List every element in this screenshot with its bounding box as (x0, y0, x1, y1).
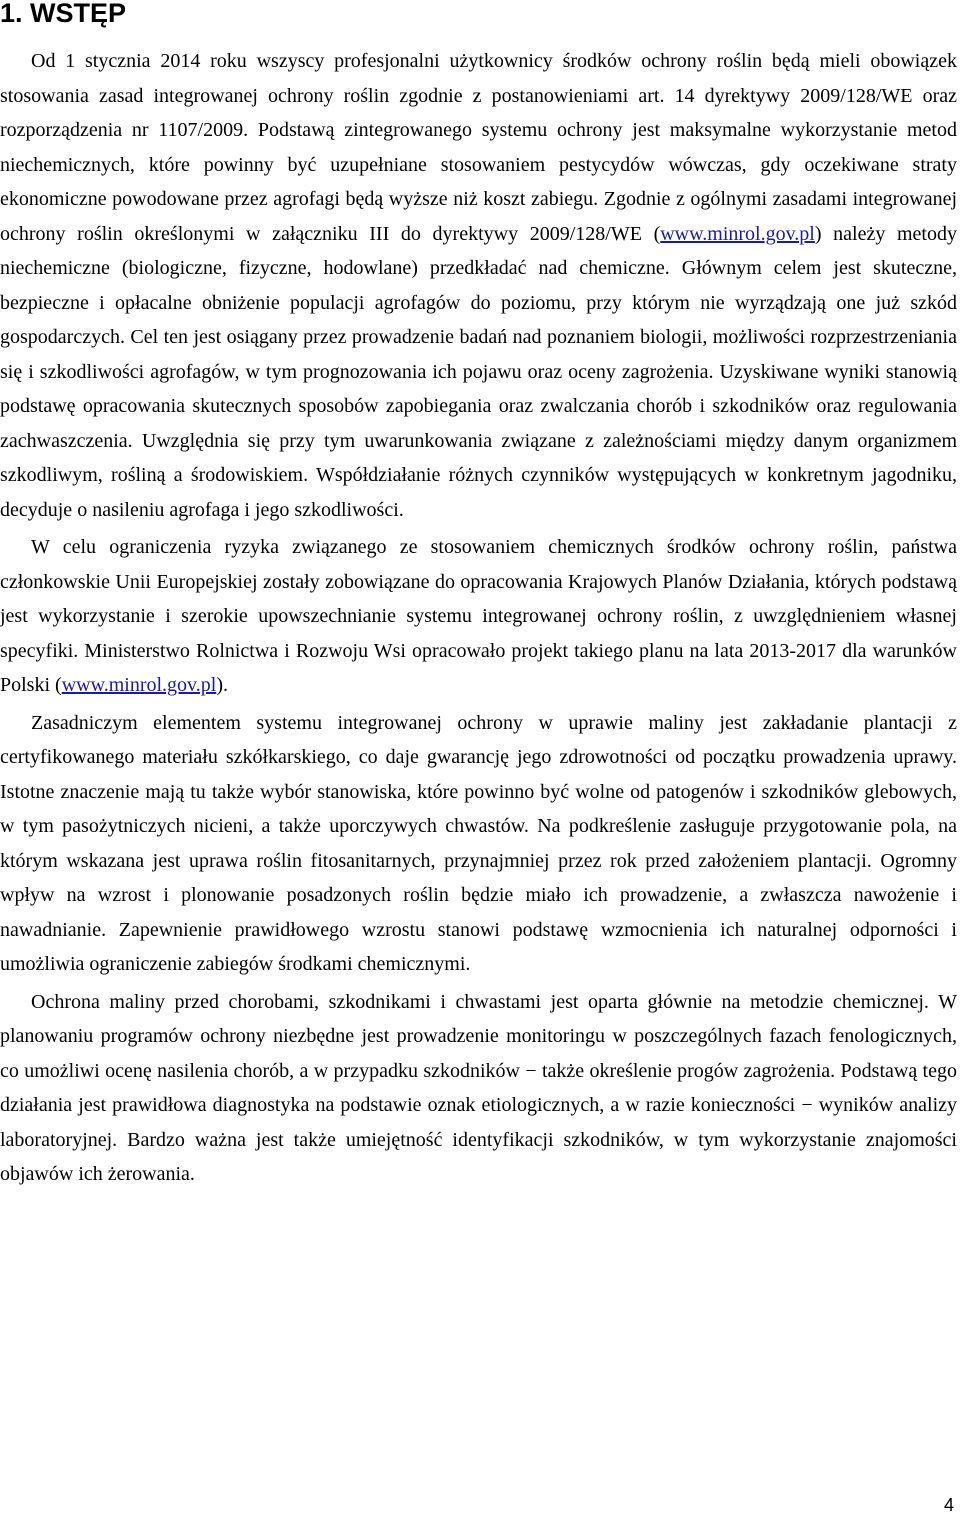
body-text (0, 44, 957, 1192)
minrol-link[interactable]: www.minrol.gov.pl (61, 674, 217, 696)
paragraph-4 (0, 985, 957, 1192)
minrol-link[interactable]: www.minrol.gov.pl (660, 222, 815, 245)
section-heading: 1. WSTĘP (0, 0, 127, 28)
paragraph-3 (0, 706, 957, 982)
text-run: ). (216, 674, 228, 696)
paragraph-2 (0, 530, 957, 703)
text-run: Zasadniczym elementem systemu integrowanej ochrony w uprawie maliny jest zakładanie plantacji z certyfikowanego materiału szkółkarskiego, co daje gwarancję jego zdrowotności od początku prowadzenia uprawy. Istotne znaczenie mają tu także wybór stanowiska, które powinno być wolne od patogenów i szkodników glebowych, w tym pasożytniczych nicieni, a także uporczywych chwastów. Na podkreślenie zasługuje przygotowanie pola, na którym wskazana jest uprawa roślin fitosanitarnych, przynajmniej przez rok przed założeniem plantacji. Ogromny wpływ na wzrost i plonowanie posadzonych roślin będzie miało ich prowadzenie, a zwłaszcza nawożenie i nawadnianie. Zapewnienie prawidłowego wzrostu stanowi podstawę wzmocnienia ich naturalnej odporności i umożliwia ograniczenie zabiegów środkami chemicznymi. (0, 711, 957, 975)
page-number: 4 (943, 1495, 954, 1515)
paragraph-1 (0, 44, 957, 527)
text-run: Od 1 stycznia 2014 roku wszyscy profesjonalni użytkownicy środków ochrony roślin będą mieli obowiązek stosowania zasad integrowanej ochrony roślin zgodnie z postanowieniami art. 14 dyrektywy 2009/128/WE oraz rozporządzenia nr 1107/2009. Podstawą zintegrowanego systemu ochrony jest maksymalne wykorzystanie metod niechemicznych, które powinny być uzupełniane stosowaniem pestycydów wówczas, gdy oczekiwane straty ekonomiczne powodowane przez agrofagi będą wyższe niż koszt zabiegu. Zgodnie z ogólnymi zasadami integrowanej ochrony roślin określonymi w załączniku III do dyrektywy 2009/128/WE ( (0, 50, 957, 245)
text-run: Ochrona maliny przed chorobami, szkodnikami i chwastami jest oparta głównie na metodzie chemicznej. W planowaniu programów ochrony niezbędne jest prowadzenie monitoringu w poszczególnych fazach fenologicznych, co umożliwi ocenę nasilenia chorób, a w przypadku szkodników − także określenie progów zagrożenia. Podstawą tego działania jest prawidłowa diagnostyka na podstawie oznak etiologicznych, a w razie konieczności − wyników analizy laboratoryjnej. Bardzo ważna jest także umiejętność identyfikacji szkodników, w tym wykorzystanie znajomości objawów ich żerowania. (0, 990, 957, 1185)
text-run: ) należy metody niechemiczne (biologiczne, fizyczne, hodowlane) przedkładać nad chemiczne. Głównym celem jest skuteczne, bezpieczne i opłacalne obniżenie populacji agrofagów do poziomu, przy którym nie wyrządzają one już szkód gospodarczych. Cel ten jest osiągany przez prowadzenie badań nad poznaniem biologii, możliwości rozprzestrzeniania się i szkodliwości agrofagów, w tym prognozowania ich pojawu oraz oceny zagrożenia. Uzyskiwane wyniki stanowią podstawę opracowania skutecznych sposobów zapobiegania oraz zwalczania chorób i szkodników oraz regulowania zachwaszczenia. Uwzględnia się przy tym uwarunkowania związane z zależnościami między danym organizmem szkodliwym, rośliną a środowiskiem. Współdziałanie różnych czynników występujących w konkretnym jagodniku, decyduje o nasileniu agrofaga i jego szkodliwości. (0, 222, 957, 521)
text-run: W celu ograniczenia ryzyka związanego ze stosowaniem chemicznych środków ochrony roślin, państwa członkowskie Unii Europejskiej zostały zobowiązane do opracowania Krajowych Planów Działania, których podstawą jest wykorzystanie i szerokie upowszechnianie systemu integrowanej ochrony roślin, z uwzględnieniem własnej specyfiki. Ministerstwo Rolnictwa i Rozwoju Wsi opracowało projekt takiego planu na lata 2013-2017 dla warunków Polski ( (0, 536, 957, 696)
